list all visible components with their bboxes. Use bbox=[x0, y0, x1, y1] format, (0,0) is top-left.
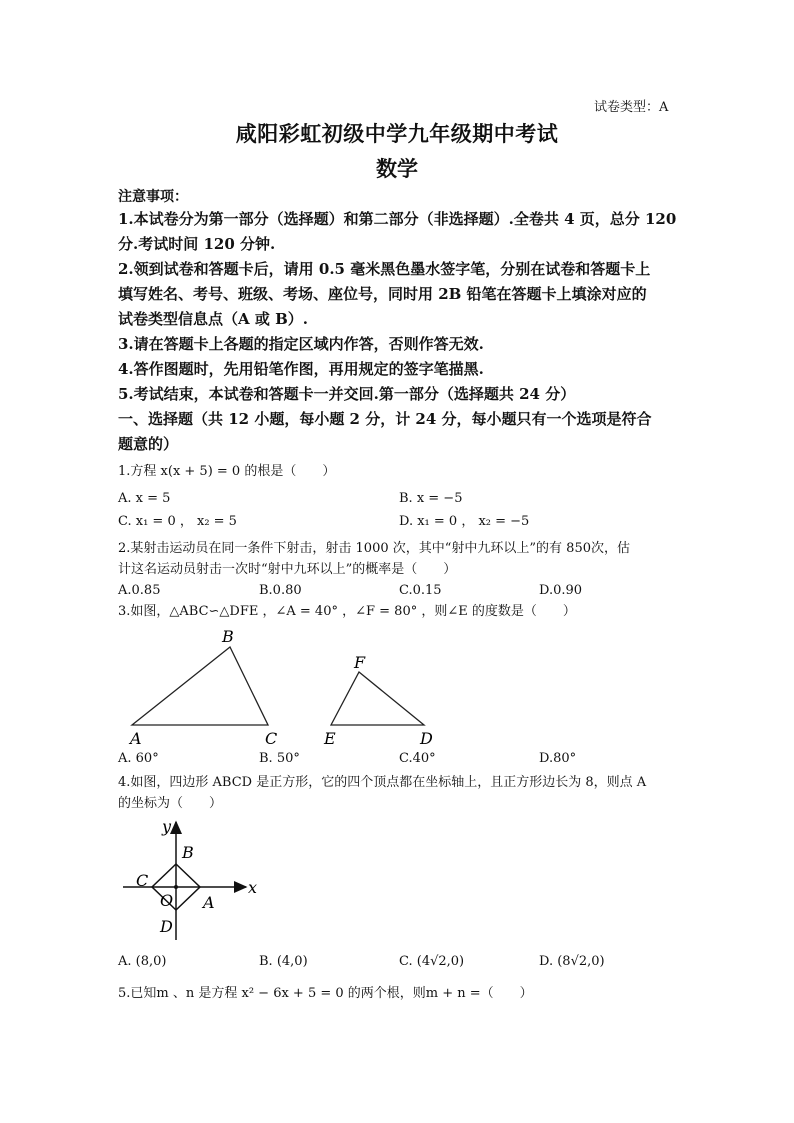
question-2-line1: 2.某射击运动员在同一条件下射击，射击 1000 次，其中“射中九环以上”的有 850次，估 bbox=[118, 541, 630, 556]
label-c: C bbox=[265, 729, 278, 748]
notice-line: 试卷类型信息点（A 或 B）. bbox=[118, 310, 308, 328]
question-3-stem: 3.如图，△ABC∽△DFE ，∠A = 40° ，∠F = 80° ，则∠E 的度数是（ ） bbox=[118, 604, 576, 619]
q1-option-a: A. x = 5 bbox=[118, 491, 171, 506]
notice-line: 填写姓名、考号、班级、考场、座位号，同时用 2B 铅笔在答题卡上填涂对应的 bbox=[118, 285, 647, 303]
label-b: B bbox=[222, 627, 234, 646]
notice-heading: 注意事项： bbox=[118, 189, 188, 205]
q1-option-c: C. x₁ = 0 ， x₂ = 5 bbox=[118, 514, 237, 529]
label-b: B bbox=[182, 843, 194, 862]
q4-option-d: D. (8√2,0) bbox=[539, 954, 605, 969]
triangle-abc bbox=[132, 647, 268, 725]
exam-title: 咸阳彩虹初级中学九年级期中考试 bbox=[235, 121, 559, 146]
subject-title: 数学 bbox=[376, 156, 418, 181]
label-d: D bbox=[160, 917, 173, 936]
q2-option-b: B.0.80 bbox=[259, 583, 302, 598]
question-1-stem: 1.方程 x(x + 5) = 0 的根是（ ） bbox=[118, 464, 336, 479]
q3-option-a: A. 60° bbox=[118, 751, 159, 766]
question-4-line1: 4.如图，四边形 ABCD 是正方形，它的四个顶点都在坐标轴上，且正方形边长为 8，则点 A bbox=[118, 775, 647, 790]
q4-square-figure bbox=[118, 812, 268, 944]
q3-option-b: B. 50° bbox=[259, 751, 300, 766]
notice-line: 4.答作图题时，先用铅笔作图，再用规定的签字笔描黑. bbox=[118, 360, 484, 378]
question-5-stem: 5.已知m 、n 是方程 x² − 6x + 5 = 0 的两个根，则m + n =（ ） bbox=[118, 986, 533, 1001]
label-e: E bbox=[324, 729, 336, 748]
q1-option-b: B. x = −5 bbox=[399, 491, 463, 506]
q3-option-c: C.40° bbox=[399, 751, 436, 766]
q2-option-c: C.0.15 bbox=[399, 583, 442, 598]
q4-option-c: C. (4√2,0) bbox=[399, 954, 465, 969]
label-o: O bbox=[160, 891, 174, 910]
q2-option-a: A.0.85 bbox=[118, 583, 161, 598]
notice-line: 2.领到试卷和答题卡后，请用 0.5 毫米黑色墨水签字笔，分别在试卷和答题卡上 bbox=[118, 260, 651, 278]
label-a: A bbox=[203, 893, 215, 912]
label-f: F bbox=[354, 653, 366, 672]
section-heading: 一、选择题（共 12 小题，每小题 2 分，计 24 分，每小题只有一个选项是符合 bbox=[118, 410, 652, 428]
notice-line: 1.本试卷分为第一部分（选择题）和第二部分（非选择题）.全卷共 4 页，总分 120 bbox=[118, 210, 677, 228]
q2-option-d: D.0.90 bbox=[539, 583, 583, 598]
q4-option-a: A. (8,0) bbox=[118, 954, 167, 969]
triangle-def bbox=[331, 672, 424, 725]
section-heading-cont: 题意的） bbox=[118, 435, 179, 453]
label-x: x bbox=[248, 878, 258, 897]
q1-option-d: D. x₁ = 0 ， x₂ = −5 bbox=[399, 514, 530, 529]
label-d: D bbox=[420, 729, 433, 748]
notice-line: 3.请在答题卡上各题的指定区域内作答，否则作答无效. bbox=[118, 335, 484, 353]
q3-triangle-figure bbox=[118, 622, 448, 750]
notice-line: 分.考试时间 120 分钟. bbox=[118, 235, 276, 253]
q4-option-b: B. (4,0) bbox=[259, 954, 308, 969]
q3-option-d: D.80° bbox=[539, 751, 577, 766]
notice-line: 5.考试结束，本试卷和答题卡一并交回.第一部分（选择题共 24 分） bbox=[118, 385, 576, 403]
question-2-line2: 计这名运动员射击一次时“射中九环以上”的概率是（ ） bbox=[118, 562, 457, 577]
origin-point bbox=[174, 885, 178, 889]
label-c: C bbox=[136, 871, 149, 890]
question-4-line2: 的坐标为（ ） bbox=[118, 796, 223, 811]
label-y: y bbox=[162, 817, 172, 836]
label-a: A bbox=[130, 729, 142, 748]
paper-type-label: 试卷类型：A bbox=[594, 100, 669, 115]
